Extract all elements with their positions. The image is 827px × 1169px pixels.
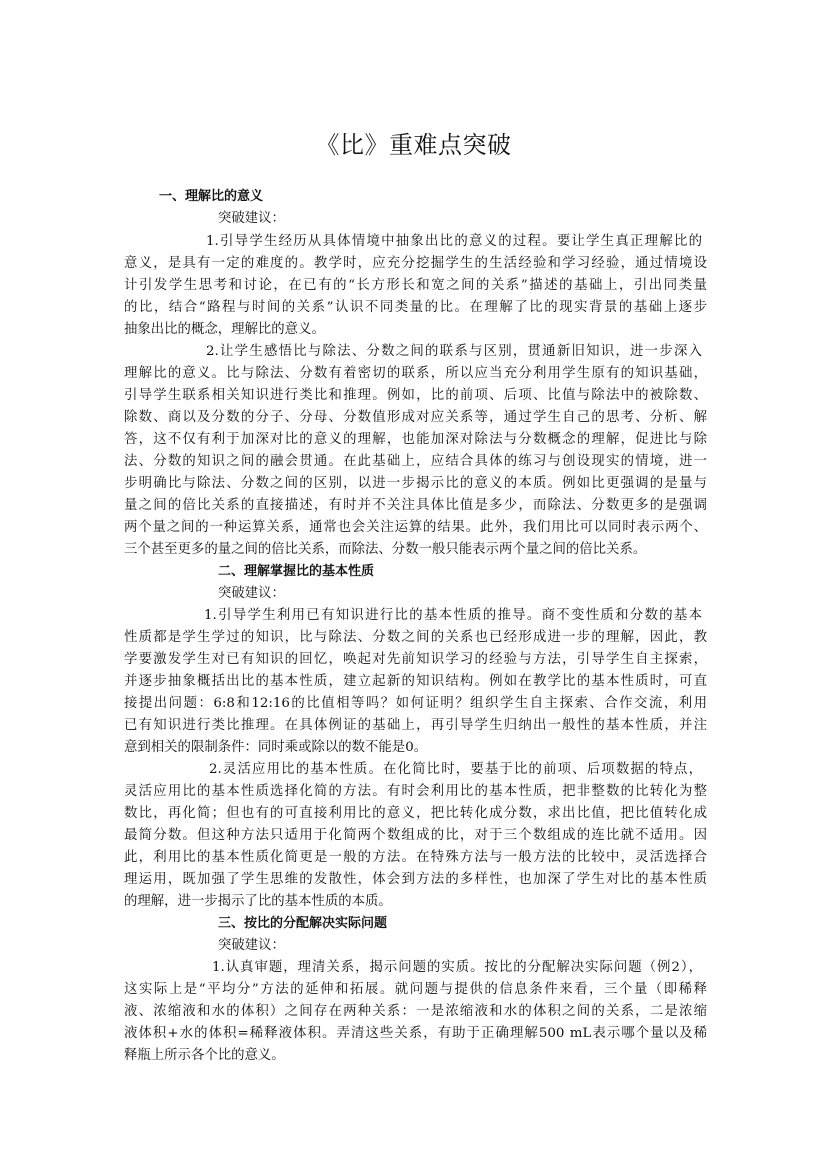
paragraph-line: 三个甚至更多的量之间的倍比关系，而除法、分数一般只能表示两个量之间的倍比关系。: [124, 542, 647, 557]
paragraph-line: 的理解，进一步揭示了比的基本性质的本质。: [124, 894, 392, 909]
paragraph-line: 此，利用比的基本性质化简更是一般的方法。在特殊方法与一般方法的比较中，灵活选择合: [124, 850, 707, 865]
paragraph-line: 抽象出比的概念，理解比的意义。: [124, 322, 325, 337]
paragraph-line: 数比，再化简；但也有的可直接利用比的意义，把比转化成分数，求出比值，把比值转化成: [124, 806, 707, 821]
paragraph-line: 计引发学生思考和讨论，在已有的“长方形长和宽之间的关系”描述的基础上，引出同类量: [124, 278, 707, 293]
paragraph-line: 意到相关的限制条件：同时乘或除以的数不能是0。: [124, 740, 428, 755]
section-1-suggestion: 突破建议：: [218, 211, 285, 226]
paragraph-line: 灵活应用比的基本性质选择化简的方法。有时会利用比的基本性质，把非整数的比转化为整: [124, 784, 707, 799]
paragraph-line: 这实际上是“平均分”方法的延伸和拓展。就问题与提供的信息条件来看，三个量（即稀释: [124, 982, 707, 997]
paragraph-line: 1.引导学生经历从具体情境中抽象出比的意义的过程。要让学生真正理解比的: [206, 234, 702, 249]
section-3-suggestion: 突破建议：: [218, 938, 285, 953]
paragraph-line: 并逐步抽象概括出比的基本性质，建立起新的知识结构。例如在教学比的基本性质时，可直: [124, 674, 707, 689]
paragraph-line: 释瓶上所示各个比的意义。: [124, 1048, 285, 1063]
paragraph-line: 2.灵活应用比的基本性质。在化简比时，要基于比的前项、后项数据的特点，: [209, 762, 702, 777]
paragraph-line: 引导学生联系相关知识进行类比和推理。例如，比的前项、后项、比值与除法中的被除数、: [124, 388, 707, 403]
paragraph-line: 性质都是学生学过的知识，比与除法、分数之间的关系也已经形成进一步的理解，因此，教: [124, 630, 707, 645]
paragraph-line: 接提出问题：6:8和12:16的比值相等吗？如何证明？组织学生自主探索、合作交流，利用: [124, 696, 707, 711]
section-2-suggestion: 突破建议：: [218, 586, 285, 601]
paragraph-line: 学要激发学生对已有知识的回忆，唤起对先前知识学习的经验与方法，引导学生自主探索，: [124, 652, 707, 667]
paragraph-line: 量之间的倍比关系的直接描述，有时并不关注具体比值是多少，而除法、分数更多的是强调: [124, 498, 707, 513]
paragraph-line: 最简分数。但这种方法只适用于化简两个数组成的比，对于三个数组成的连比就不适用。因: [124, 828, 707, 843]
paragraph-line: 2.让学生感悟比与除法、分数之间的联系与区别，贯通新旧知识，进一步深入: [206, 344, 702, 359]
paragraph-line: 已有知识进行类比推理。在具体例证的基础上，再引导学生归纳出一般性的基本性质，并注: [124, 718, 707, 733]
paragraph-line: 答，这不仅有利于加深对比的意义的理解，也能加深对除法与分数概念的理解，促进比与除: [124, 432, 707, 447]
section-2-heading: 二、理解掌握比的基本性质: [218, 564, 375, 579]
paragraph-line: 的比，结合“路程与时间的关系”认识不同类量的比。在理解了比的现实背景的基础上逐步: [124, 300, 707, 315]
paragraph-line: 1.引导学生利用已有知识进行比的基本性质的推导。商不变性质和分数的基本: [204, 608, 702, 623]
paragraph-line: 液体积+水的体积=稀释液体积。弄清这些关系，有助于正确理解500 mL表示哪个量以及稀: [124, 1026, 707, 1041]
paragraph-line: 步明确比与除法、分数之间的区别，以进一步揭示比的意义的本质。例如比更强调的是量与: [124, 476, 707, 491]
paragraph-line: 理运用，既加强了学生思维的发散性，体会到方法的多样性，也加深了学生对比的基本性质: [124, 872, 707, 887]
section-3-heading: 三、按比的分配解决实际问题: [218, 916, 388, 931]
paragraph-line: 1.认真审题，理清关系，揭示问题的实质。按比的分配解决实际问题（例2），: [212, 960, 702, 975]
document-title: 《比》重难点突破: [315, 131, 512, 159]
paragraph-line: 意义，是具有一定的难度的。教学时，应充分挖掘学生的生活经验和学习经验，通过情境设: [124, 256, 707, 271]
paragraph-line: 法、分数的知识之间的融会贯通。在此基础上，应结合具体的练习与创设现实的情境，进一: [124, 454, 707, 469]
paragraph-line: 除数、商以及分数的分子、分母、分数值形成对应关系等，通过学生自己的思考、分析、解: [124, 410, 707, 425]
section-1-heading: 一、理解比的意义: [159, 189, 264, 204]
paragraph-line: 两个量之间的一种运算关系，通常也会关注运算的结果。此外，我们用比可以同时表示两个、: [124, 520, 707, 535]
paragraph-line: 液、浓缩液和水的体积）之间存在两种关系：一是浓缩液和水的体积之间的关系，二是浓缩: [124, 1004, 707, 1019]
paragraph-line: 理解比的意义。比与除法、分数有着密切的联系，所以应当充分利用学生原有的知识基础，: [124, 366, 707, 381]
